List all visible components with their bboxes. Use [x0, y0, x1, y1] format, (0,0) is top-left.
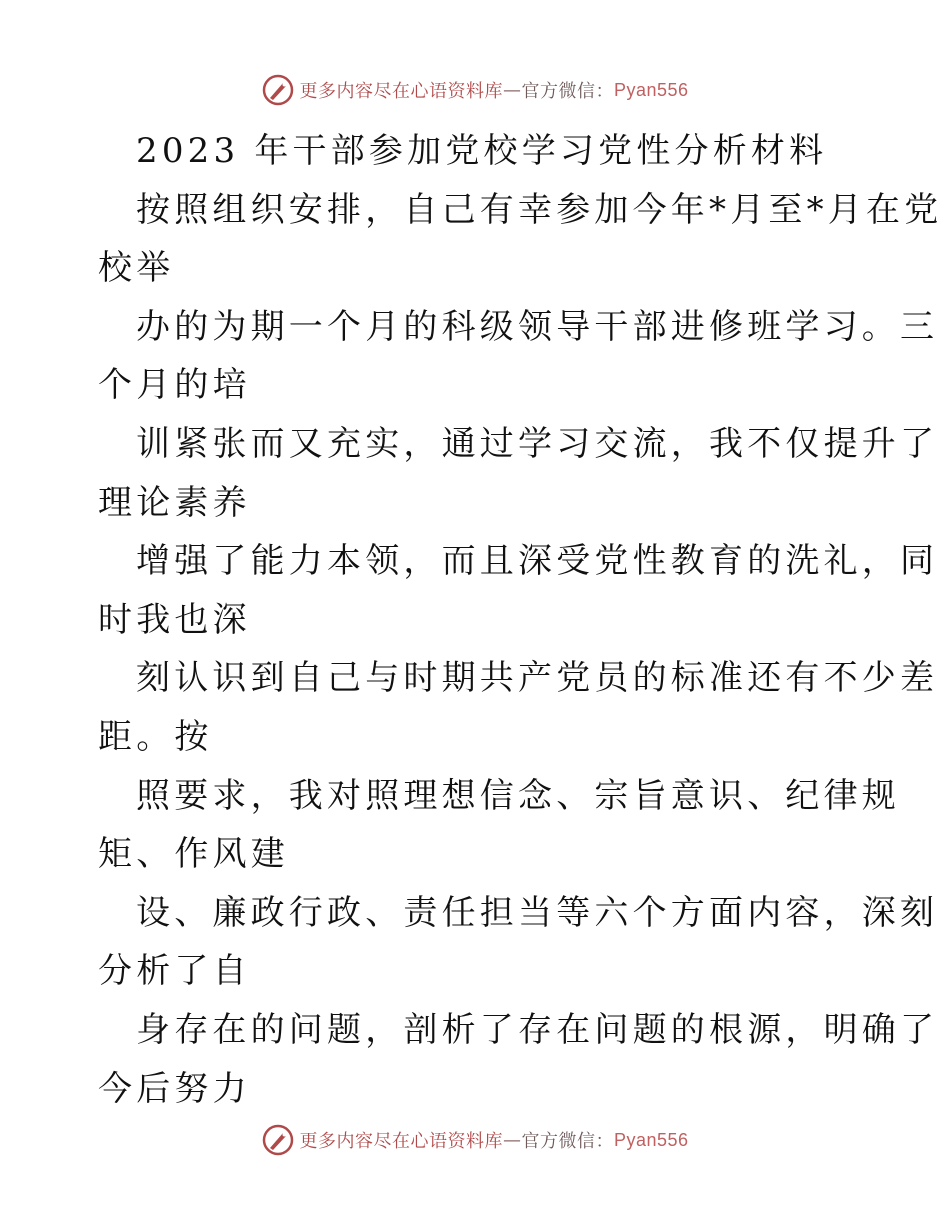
paragraph-line: 理论素养: [98, 482, 251, 523]
paragraph-line: 办的为期一个月的科级领导干部进修班学习。三: [136, 306, 939, 347]
paragraph-line: 按照组织安排，自己有幸参加今年*月至*月在党: [136, 189, 943, 230]
paragraph-line: 矩、作风建: [98, 834, 289, 875]
paragraph-line: 今后努力: [98, 1068, 251, 1109]
paragraph-line: 刻认识到自己与时期共产党员的标准还有不少差: [136, 658, 939, 699]
paragraph-line: 增强了能力本领，而且深受党性教育的洗礼，同: [136, 541, 939, 582]
watermark-wechat-id: Pyan556: [613, 1129, 689, 1150]
paragraph-line: 距。按: [98, 716, 213, 757]
paragraph-line: 设、廉政行政、责任担当等六个方面内容，深刻: [136, 892, 939, 933]
document-title: 2023 年干部参加党校学习党性分析材料: [136, 131, 828, 171]
paragraph-line: 个月的培: [98, 365, 251, 406]
watermark-wechat-id: Pyan556: [613, 79, 689, 100]
watermark-header: [0, 70, 950, 110]
paragraph-line: 训紧张而又充实，通过学习交流，我不仅提升了: [136, 423, 939, 464]
watermark-wechat-label: 官方微信：: [521, 1131, 614, 1152]
paragraph-line: 校举: [98, 248, 175, 289]
watermark-text: 更多内容尽在心语资料库: [299, 81, 503, 102]
watermark-text: 更多内容尽在心语资料库: [299, 1131, 503, 1152]
paragraph-line: 照要求，我对照理想信念、宗旨意识、纪律规: [136, 775, 900, 816]
pen-logo-icon: [261, 73, 295, 107]
watermark-separator: —: [502, 1129, 522, 1151]
document-body: [98, 122, 943, 1118]
paragraph-line: 身存在的问题，剖析了存在问题的根源，明确了: [136, 1009, 939, 1050]
paragraph-line: 分析了自: [98, 951, 251, 992]
watermark-wechat-label: 官方微信：: [521, 81, 614, 102]
pen-logo-icon: [261, 1123, 295, 1157]
paragraph-line: 时我也深: [98, 599, 251, 640]
watermark-footer: [0, 1120, 950, 1160]
watermark-separator: —: [502, 79, 522, 101]
